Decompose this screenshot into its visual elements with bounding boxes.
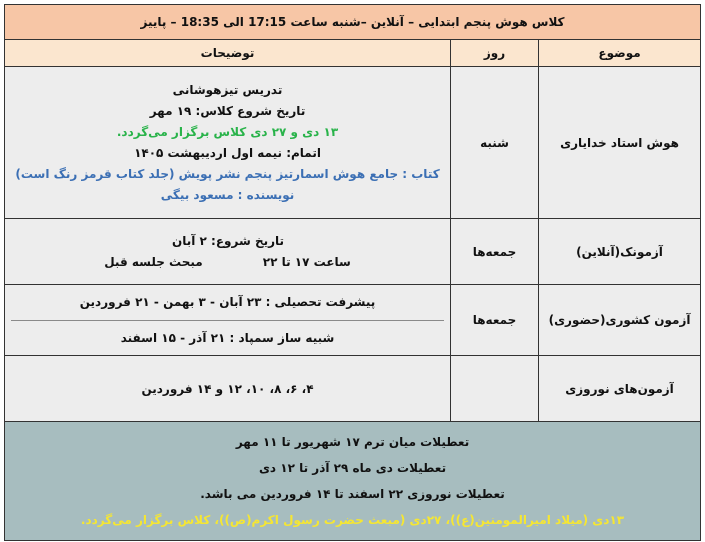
national-topic: آزمون کشوری(حضوری) (539, 285, 701, 356)
national-academic: پیشرفت تحصیلی : ۲۳ آبان - ۳ بهمن - ۲۱ فروردین (11, 285, 444, 321)
header-details: توضیحات (5, 40, 451, 67)
holiday-line: تعطیلات دی ماه ۲۹ آذر تا ۱۲ دی (258, 461, 447, 475)
class-detail-line: اتمام: نیمه اول اردیبهشت ۱۴۰۵ (134, 145, 321, 160)
holiday-line: تعطیلات نوروزی ۲۲ اسفند تا ۱۴ فروردین می باشد. (200, 487, 505, 501)
class-detail-line-green: ۱۳ دی و ۲۷ دی کلاس برگزار می‌گردد. (116, 124, 339, 139)
class-detail-line: تدریس تیزهوشانی (172, 82, 283, 97)
national-day: جمعه‌ها (451, 285, 539, 356)
holiday-line: تعطیلات میان ترم ۱۷ شهریور تا ۱۱ مهر (235, 435, 470, 449)
header-day: روز (451, 40, 539, 67)
online-day: جمعه‌ها (451, 219, 539, 285)
online-start: تاریخ شروع: ۲ آبان (172, 233, 285, 248)
table-title: کلاس هوش پنجم ابتدایی – آنلاین –شنبه ساعت 17:15 الی 18:35 – پاییز (5, 5, 701, 40)
class-topic: هوش استاد خدایاری (539, 67, 701, 219)
header-topic: موضوع (539, 40, 701, 67)
national-sampad: شبیه ساز سمپاد : ۲۱ آذر - ۱۵ اسفند (120, 330, 335, 345)
class-detail-line: تاریخ شروع کلاس: ۱۹ مهر (149, 103, 306, 118)
holiday-line-highlight: ۱۳دی (میلاد امیرالمومنین(ع))، ۲۷دی (مبعث حضرت رسول اکرم(ص))، کلاس برگزار می‌گردد. (80, 513, 625, 527)
nowruz-topic: آزمون‌های نوروزی (539, 356, 701, 422)
online-topic: آزمونک(آنلاین) (539, 219, 701, 285)
class-detail-author: نویسنده : مسعود بیگی (160, 187, 295, 202)
online-time: ساعت ۱۷ تا ۲۲ (262, 254, 351, 269)
class-day: شنبه (451, 67, 539, 219)
online-scope: مبحث جلسه قبل (104, 254, 203, 269)
national-details (5, 285, 451, 356)
class-details (5, 67, 451, 219)
nowruz-details: ۴، ۶، ۸، ۱۰، ۱۲ و ۱۴ فروردین (5, 356, 451, 422)
online-details (5, 219, 451, 285)
class-detail-book: کتاب : جامع هوش اسمارتیز پنجم نشر پویش (جلد کتاب قرمز رنگ است) (15, 166, 440, 181)
holidays-note (5, 422, 701, 541)
schedule-table (4, 4, 701, 541)
nowruz-day (451, 356, 539, 422)
